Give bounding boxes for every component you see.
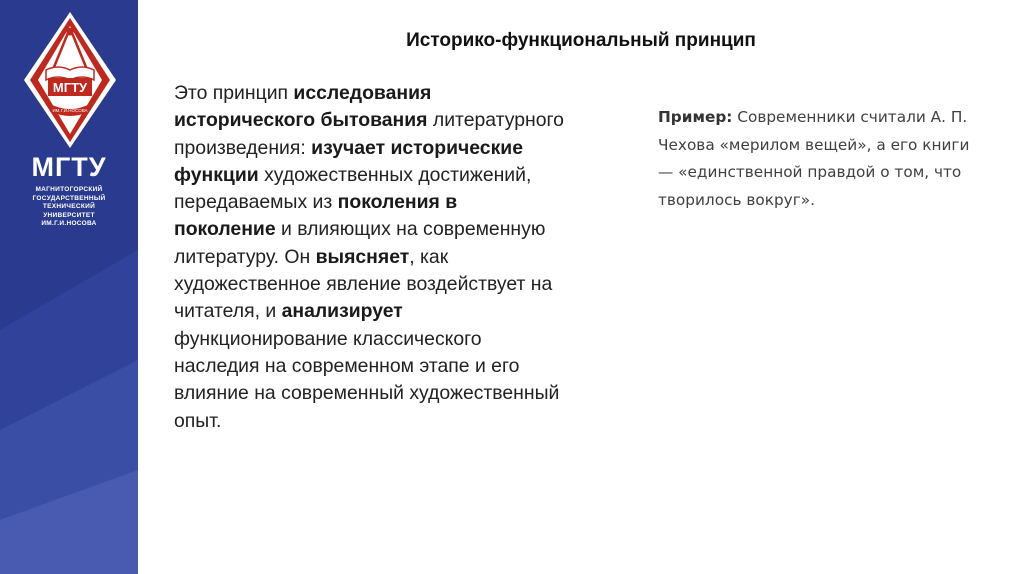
main-text-emphasis: анализирует bbox=[281, 300, 403, 323]
main-text-run: и влияющих на современную литературу. Он bbox=[174, 218, 546, 268]
main-text-run: Это принцип bbox=[174, 82, 294, 104]
main-paragraph bbox=[174, 80, 564, 435]
sidebar-panel bbox=[0, 0, 138, 574]
brand-name: МГТУ bbox=[31, 152, 107, 182]
main-text-run: литературного произведения: bbox=[174, 109, 564, 159]
brand-subtitle-line: ИМ.Г.И.НОСОВА bbox=[41, 220, 97, 227]
example-label: Пример: bbox=[658, 108, 733, 126]
main-text-run: художественных достижений, передаваемых из bbox=[174, 163, 532, 214]
brand-subtitle-line: ТЕХНИЧЕСКИЙ bbox=[42, 203, 96, 210]
main-text-run: функционирование классического наследия на современном этапе и его влияние на современный художественный опыт. bbox=[174, 327, 560, 432]
brand-subtitle-line: ГОСУДАРСТВЕННЫЙ bbox=[32, 194, 106, 202]
example-block bbox=[658, 104, 978, 214]
main-text-run: , как художественное явление воздействует на читателя, и bbox=[174, 245, 553, 323]
logo-text: МГТУ bbox=[52, 80, 88, 95]
main-text-emphasis: поколения в поколение bbox=[174, 191, 458, 241]
main-text-emphasis: изучает исторические функции bbox=[174, 136, 524, 186]
slide-title: Историко-функциональный принцип bbox=[406, 30, 756, 51]
brand-subtitle-line: УНИВЕРСИТЕТ bbox=[43, 211, 95, 219]
brand-subtitle-line: МАГНИТОГОРСКИЙ bbox=[35, 186, 103, 193]
main-text-emphasis: выясняет bbox=[315, 245, 410, 268]
logo-ribbon-text: ИМ.Г.И.НОСОВА bbox=[52, 108, 88, 113]
brand-subtitle bbox=[0, 186, 138, 229]
university-logo bbox=[22, 10, 118, 150]
main-text-emphasis: исследования исторического бытования bbox=[174, 82, 432, 132]
example-text: Современники считали А. П. Чехова «мерилом вещей», а его книги — «единственной правдой о том, что творилось вокруг». bbox=[658, 108, 970, 209]
